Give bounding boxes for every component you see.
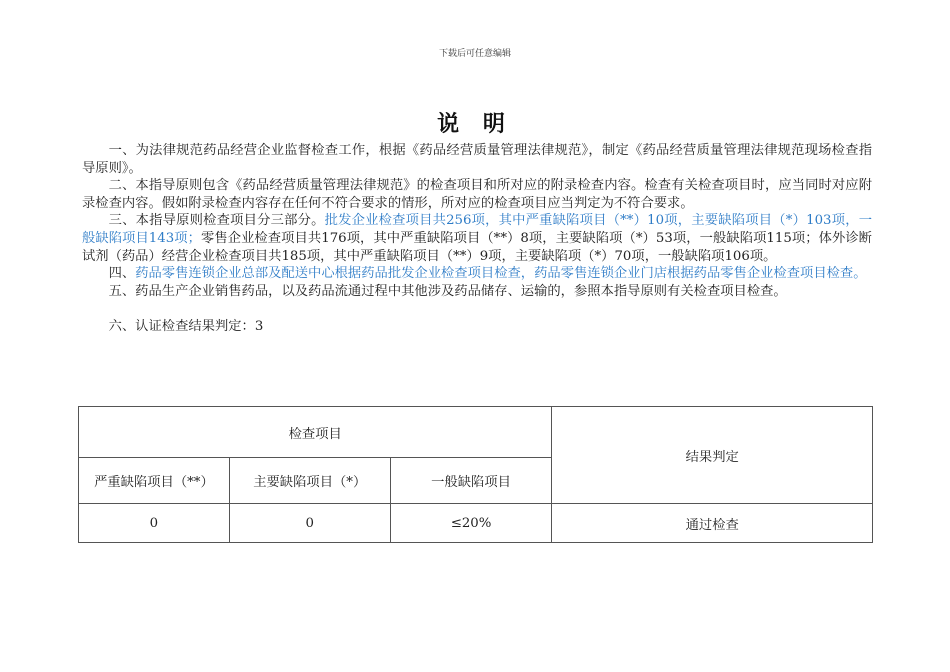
paragraph-2: 二、本指导原则包含《药品经营质量管理法律规范》的检查项目和所对应的附录检查内容。检查有关检查项目时，应当同时对应附录检查内容。假如附录检查内容存在任何不符合要求的情形，所对应的检查项目应当判定为不符合要求。: [82, 178, 872, 211]
document-body: [82, 142, 872, 336]
paragraph-6: 六、认证检查结果判定：3: [108, 318, 264, 334]
header-check-items: 检查项目: [79, 407, 552, 458]
paragraph-4-number: 四、: [108, 266, 136, 282]
result-table: [78, 406, 873, 543]
header-major-defects: 主要缺陷项目（*）: [229, 458, 390, 504]
paragraph-3-retail: 零售企业检查项目共176项，其中严重缺陷项目（**）8项，主要缺陷项（*）53项，一般缺陷项115项；体外诊断试剂（药品）经营企业检查项目共185项，其中严重缺陷项目（**）9项，主要缺陷项（*）70项，一般缺陷项106项。: [82, 230, 872, 264]
cell-general-ratio: ≤20%: [390, 504, 552, 543]
paragraph-4: [82, 265, 872, 283]
header-severe-defects: 严重缺陷项目（**）: [79, 458, 230, 504]
paragraph-gap: [82, 300, 872, 318]
header-result: 结果判定: [552, 407, 873, 504]
page-header-note: 下载后可任意编辑: [438, 49, 511, 59]
paragraph-3: [82, 212, 872, 265]
table-row: [79, 504, 873, 543]
paragraph-3-wholesale: 批发企业检查项目共256项，其中严重缺陷项目（**）10项，主要缺陷项目（*）103项，一般缺陷项目143项；: [82, 213, 873, 246]
table-header-row: [79, 407, 873, 458]
paragraph-3-intro: 三、本指导原则检查项目分三部分。: [108, 213, 325, 229]
cell-result: 通过检查: [552, 504, 873, 543]
page-title: 说 明: [437, 111, 513, 137]
header-general-defects: 一般缺陷项目: [390, 458, 552, 504]
paragraph-4-chain: 药品零售连锁企业总部及配送中心根据药品批发企业检查项目检查，药品零售连锁企业门店根据药品零售企业检查项目检查。: [135, 266, 867, 282]
cell-severe-count: 0: [79, 504, 230, 543]
cell-major-count: 0: [229, 504, 390, 543]
paragraph-5: 五、药品生产企业销售药品，以及药品流通过程中其他涉及药品储存、运输的，参照本指导原则有关检查项目检查。: [108, 283, 787, 299]
paragraph-1: 一、为法律规范药品经营企业监督检查工作，根据《药品经营质量管理法律规范》，制定《药品经营质量管理法律规范现场检查指导原则》。: [82, 143, 872, 176]
